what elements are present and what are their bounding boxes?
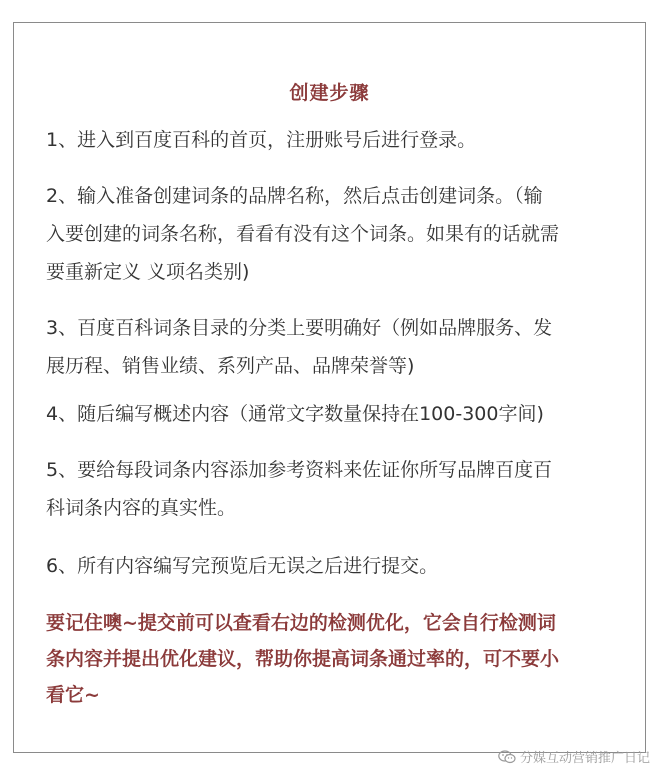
step-1	[46, 121, 646, 159]
step-6	[46, 547, 646, 585]
step-2-line-3: 要重新定义 义项名类别)	[46, 261, 250, 283]
page-title: 创建步骤	[289, 82, 370, 104]
step-6-line-1: 6、所有内容编写完预览后无误之后进行提交。	[46, 555, 439, 577]
step-4	[46, 395, 646, 433]
step-5-line-2: 科词条内容的真实性。	[46, 497, 237, 519]
step-3	[46, 309, 646, 385]
step-5	[46, 451, 646, 527]
watermark-text: 分媒互动营销推广日记	[519, 751, 650, 766]
step-3-line-2: 展历程、销售业绩、系列产品、品牌荣誉等)	[46, 355, 415, 377]
watermark	[498, 747, 650, 766]
step-3-line-1: 3、百度百科词条目录的分类上要明确好（例如品牌服务、发	[46, 317, 553, 339]
content-card	[13, 22, 646, 753]
reminder-note-line-2: 条内容并提出优化建议，帮助你提高词条通过率的，可不要小	[46, 648, 560, 670]
reminder-note-line-3: 看它~	[46, 684, 100, 706]
reminder-note-line-1: 要记住噢~提交前可以查看右边的检测优化，它会自行检测词	[46, 612, 556, 634]
step-5-line-1: 5、要给每段词条内容添加参考资料来佐证你所写品牌百度百	[46, 459, 553, 481]
wechat-icon	[498, 750, 516, 764]
step-2-line-2: 入要创建的词条名称，看看有没有这个词条。如果有的话就需	[46, 223, 560, 245]
step-2-line-1: 2、输入准备创建词条的品牌名称，然后点击创建词条。（输	[46, 185, 543, 207]
reminder-note	[46, 605, 646, 713]
step-1-line-1: 1、进入到百度百科的首页，注册账号后进行登录。	[46, 129, 477, 151]
step-4-line-1: 4、随后编写概述内容（通常文字数量保持在100-300字间)	[46, 403, 544, 425]
step-2	[46, 177, 646, 291]
